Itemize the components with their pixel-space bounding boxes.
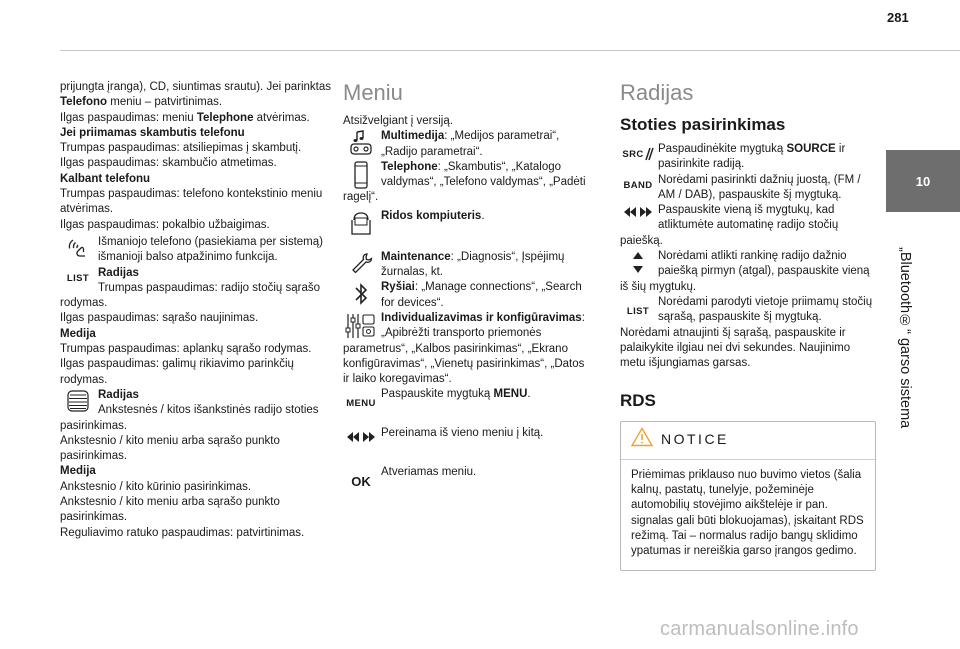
double-arrows-icon xyxy=(343,427,379,455)
source-entry: SRC Paspaudinėkite mygtuką SOURCE ir pasirinkite radiją. xyxy=(620,142,876,173)
subheading: Radijas xyxy=(98,388,139,401)
section-title-radio: Radijas xyxy=(620,80,694,105)
paragraph: Ilgas paspaudimas: skambučio atmetimas. xyxy=(60,157,277,170)
ok-button-icon: OK xyxy=(351,474,371,490)
wrench-icon xyxy=(343,251,379,279)
double-arrows-icon xyxy=(620,204,656,220)
arrows-entry: Pereinama iš vieno meniu į kitą. xyxy=(343,426,591,455)
subsection-title: Stoties pasirinkimas xyxy=(620,115,786,134)
list-entry: LIST Radijas Trumpas paspaudimas: radijo stočių sąrašo rodymas. xyxy=(60,266,321,310)
menu-button-entry: MENU Paspauskite mygtuką MENU. xyxy=(343,387,591,416)
notice-text: Priėmimas priklauso nuo buvimo vietos (šalia kalnų, pastatų, tunelyje, požeminėje automobilių stovėjimo aikštelėje ir pan. signalas gali būti blokuojamas), įskaitant RDS režimą. Tai – normalus radijo bangų sklidimo ypatumas ir nereiškia garso įrangos gedimo. xyxy=(631,468,864,558)
paragraph: Ilgas paspaudimas: galimų rikiavimo parinkčių rodymas. xyxy=(60,358,294,386)
subheading: Medija xyxy=(60,327,96,340)
chapter-tab: 10 xyxy=(886,150,960,212)
settings-icon xyxy=(343,312,379,340)
menu-entry-settings: Individualizavimas ir konfigūravimas: „Apibrėžti transporto priemonės parametrus“, „Kalbos pasirinkimas“, „Ekrano konfigūravimas“, „Vienetų pasirinkimas“, „Datos ir laiko koregavimas“. xyxy=(343,311,585,386)
paragraph: Trumpas paspaudimas: atsiliepimas į skambutį. xyxy=(60,142,302,155)
subheading: Kalbant telefonu xyxy=(60,172,151,185)
menu-button-icon: MENU xyxy=(346,398,376,410)
seek-entry: Paspauskite vieną iš mygtukų, kad atliktumėte automatinę radijo stočių paiešką. xyxy=(620,204,839,247)
paragraph: Ilgas paspaudimas: meniu Telephone atvėrimas. xyxy=(60,111,310,124)
paragraph: Ilgas paspaudimas: pokalbio užbaigimas. xyxy=(60,218,270,231)
paragraph: Trumpas paspaudimas: telefono kontekstinio meniu atvėrimas. xyxy=(60,188,323,216)
multimedia-icon xyxy=(343,130,379,158)
band-entry: BAND Norėdami pasirinkti dažnių juostą, (FM / AM / DAB), paspauskite šį mygtuką. xyxy=(620,173,876,204)
page-number: 281 xyxy=(887,10,909,25)
paragraph: Ankstesnio / kito kūrinio pasirinkimas. xyxy=(60,480,252,493)
header-rule xyxy=(60,50,960,51)
up-down-arrows-icon xyxy=(620,250,656,266)
paragraph: Trumpas paspaudimas: aplankų sąrašo rodymas. xyxy=(60,343,312,356)
band-button-icon: BAND xyxy=(623,179,653,191)
trip-computer-icon xyxy=(343,210,379,238)
station-list-entry: LIST Norėdami parodyti vietoje priimamų stočių sąrašą, paspauskite šį mygtuką. xyxy=(620,295,876,326)
menu-entry-telephone: Telephone: „Skambutis“, „Katalogo valdymas“, „Telefono valdymas“, „Padėti ragelį“. xyxy=(343,160,586,204)
source-button-icon: SRC xyxy=(620,143,656,171)
bluetooth-icon xyxy=(343,281,379,309)
voice-entry: Išmaniojo telefono (pasiekiama per sistemą) išmanioji balso atpažinimo funkcija. xyxy=(60,235,332,266)
ok-entry: OK Atveriamas meniu. xyxy=(343,465,591,494)
watermark: carmanualsonline.info xyxy=(660,618,859,640)
paragraph: Ankstesnio / kito meniu arba sąrašo punkto pasirinkimas. xyxy=(60,434,280,463)
paragraph: Atsižvelgiant į versiją. xyxy=(343,115,453,127)
list-button-icon: LIST xyxy=(66,272,90,284)
thumbwheel-icon xyxy=(60,389,96,417)
telephone-icon xyxy=(343,161,379,189)
subheading: Radijas xyxy=(98,266,139,279)
subheading: Jei priimamas skambutis telefonu xyxy=(60,126,245,139)
paragraph: Reguliavimo ratuko paspaudimas: patvirtinimas. xyxy=(60,526,305,539)
paragraph: Norėdami atnaujinti šį sąrašą, paspauskite ir palaikykite ilgiau nei dvi sekundes. Naujinimo metu išjungiamas garsas. xyxy=(620,326,851,370)
rds-title: RDS xyxy=(620,391,656,411)
left-column xyxy=(60,80,332,541)
paragraph: Ankstesnio / kito meniu arba sąrašo punkto pasirinkimas. xyxy=(60,496,280,524)
paragraph: prijungta įranga), CD, siuntimas srautu). Jei parinktas Telefono meniu – patvirtinimas. xyxy=(60,81,332,109)
paragraph: Ilgas paspaudimas: sąrašo naujinimas. xyxy=(60,312,259,325)
manual-tune-entry: Norėdami atlikti rankinę radijo dažnio paiešką pirmyn (atgal), paspauskite vieną iš šių mygtukų. xyxy=(620,250,870,293)
warning-triangle-icon xyxy=(631,427,653,452)
menu-entry-connections: Ryšiai: „Manage connections“, „Search for devices“. xyxy=(343,280,591,311)
notice-box xyxy=(620,421,876,570)
voice-recognition-icon xyxy=(60,236,96,264)
section-title-menu: Meniu xyxy=(343,80,403,105)
list-button-icon: LIST xyxy=(626,305,650,317)
menu-entry-maintenance: Maintenance: „Diagnosis“, Įspėjimų žurnalas, kt. xyxy=(343,250,591,281)
notice-title: NOTICE xyxy=(661,431,729,448)
middle-column xyxy=(343,80,591,494)
right-column xyxy=(620,80,876,571)
subheading: Medija xyxy=(60,465,96,478)
menu-entry-trip-computer: Ridos kompiuteris. xyxy=(343,209,591,238)
menu-entry-multimedia: Multimedija: „Medijos parametrai“, „Radijo parametrai“. xyxy=(343,129,591,160)
notice-header xyxy=(621,422,875,459)
chapter-title: „Bluetooth®“ garso sistema xyxy=(897,247,913,429)
wheel-entry: Radijas Ankstesnės / kitos išankstinės radijo stoties pasirinkimas. xyxy=(60,388,319,432)
